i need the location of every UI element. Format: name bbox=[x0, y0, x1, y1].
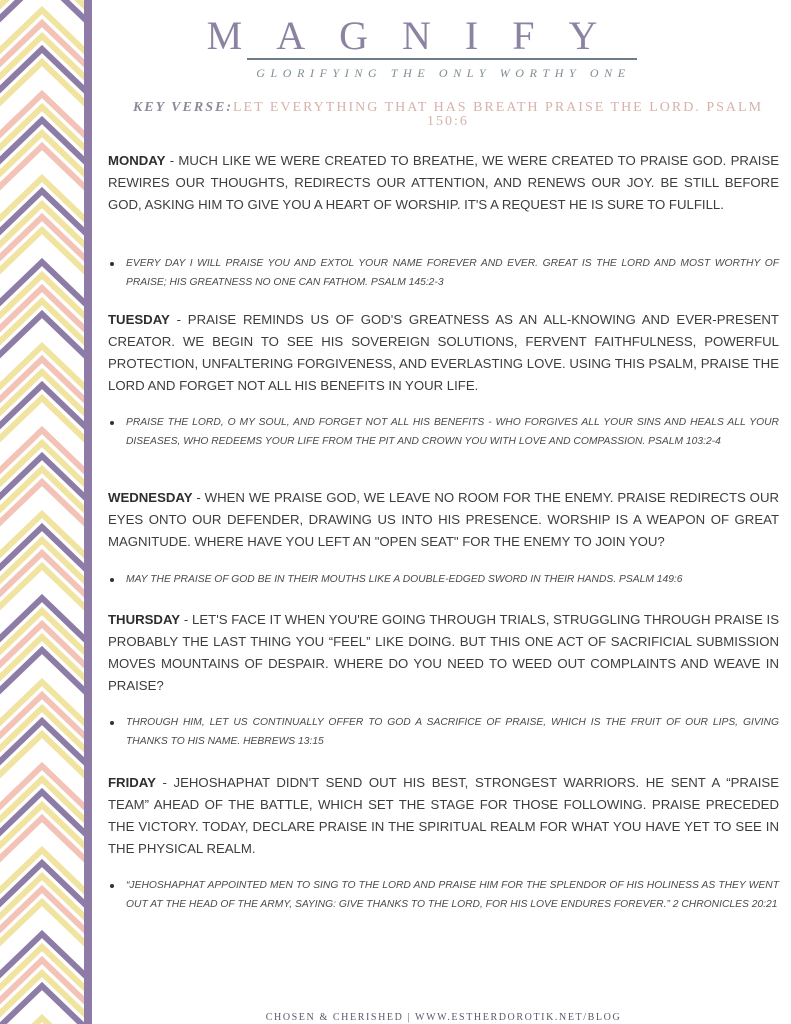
day-entry-friday bbox=[108, 772, 779, 860]
key-verse-label: KEY VERSE: bbox=[132, 100, 233, 115]
day-label: FRIDAY bbox=[108, 775, 156, 790]
title-underline bbox=[247, 58, 637, 60]
page-subtitle: GLORIFYING THE ONLY WORTHY ONE bbox=[256, 66, 631, 80]
bullet-dot bbox=[110, 578, 114, 582]
day-label: THURSDAY bbox=[108, 612, 181, 627]
page-footer: CHOSEN & CHERISHED | WWW.ESTHERDOROTIK.NET/BLOG bbox=[265, 1012, 622, 1023]
scripture-text: “JEHOSHAPHAT APPOINTED MEN TO SING TO THE LORD AND PRAISE HIM FOR THE SPLENDOR OF HIS HOLINESS AS THEY WENT OUT AT THE HEAD OF THE ARMY, SAYING: GIVE THANKS TO THE LORD, FOR HIS LOVE ENDURES FOREVER.” 2 CHRONICLES 20:21 bbox=[126, 880, 779, 910]
day-label: TUESDAY bbox=[108, 312, 170, 327]
chevron-pattern-border bbox=[0, 0, 92, 1024]
day-label: MONDAY bbox=[108, 153, 166, 168]
scripture-bullet bbox=[108, 413, 779, 451]
purple-border-stripe bbox=[84, 0, 92, 1024]
key-verse bbox=[128, 101, 768, 129]
day-text: - MUCH LIKE WE WERE CREATED TO BREATHE, WE WERE CREATED TO PRAISE GOD. PRAISE REWIRES OUR THOUGHTS, REDIRECTS OUR ATTENTION, AND RENEWS OUR JOY. BE STILL BEFORE GOD, ASKING HIM TO GIVE YOU A HEART OF WORSHIP. IT'S A REQUEST HE IS SURE TO FULFILL. bbox=[108, 153, 779, 212]
scripture-text: MAY THE PRAISE OF GOD BE IN THEIR MOUTHS LIKE A DOUBLE-EDGED SWORD IN THEIR HANDS. PSALM 149:6 bbox=[126, 574, 683, 585]
day-label: WEDNESDAY bbox=[108, 490, 193, 505]
scripture-bullet bbox=[108, 876, 779, 914]
day-entry-thursday bbox=[108, 609, 779, 697]
day-text: - LET'S FACE IT WHEN YOU'RE GOING THROUGH TRIALS, STRUGGLING THROUGH PRAISE IS PROBABLY THE LAST THING YOU “FEEL” LIKE DOING. BUT THIS ONE ACT OF SACRIFICIAL SUBMISSION MOVES MOUNTAINS OF DESPAIR. WHERE DO YOU NEED TO WEED OUT COMPLAINTS AND WEAVE IN PRAISE? bbox=[108, 612, 779, 693]
day-text: - WHEN WE PRAISE GOD, WE LEAVE NO ROOM FOR THE ENEMY. PRAISE REDIRECTS OUR EYES ONTO OUR DEFENDER, DRAWING US INTO HIS PRESENCE. WORSHIP IS A WEAPON OF GREAT MAGNITUDE. WHERE HAVE YOU LEFT AN "OPEN SEAT" FOR THE ENEMY TO JOIN YOU? bbox=[108, 490, 779, 549]
day-entry-monday bbox=[108, 150, 779, 216]
scripture-text: PRAISE THE LORD, O MY SOUL, AND FORGET NOT ALL HIS BENEFITS - WHO FORGIVES ALL YOUR SINS AND HEALS ALL YOUR DISEASES, WHO REDEEMS YOUR LIFE FROM THE PIT AND CROWN YOU WITH LOVE AND COMPASSION. PSALM 103:2-4 bbox=[126, 417, 779, 447]
scripture-bullet bbox=[108, 713, 779, 751]
scripture-bullet bbox=[108, 570, 779, 589]
page-title: MAGNIFY bbox=[206, 13, 632, 58]
bullet-dot bbox=[110, 884, 114, 888]
day-entry-tuesday bbox=[108, 309, 779, 397]
day-entry-wednesday bbox=[108, 487, 779, 553]
day-text: - JEHOSHAPHAT DIDN'T SEND OUT HIS BEST, STRONGEST WARRIORS. HE SENT A “PRAISE TEAM” AHEAD OF THE BATTLE, WHICH SET THE STAGE FOR THOSE FOLLOWING. PRAISE PRECEDED THE VICTORY. TODAY, DECLARE PRAISE IN THE SPIRITUAL REALM FOR WHAT YOU HAVE YET TO SEE IN THE PHYSICAL REALM. bbox=[108, 775, 779, 856]
scripture-text: THROUGH HIM, LET US CONTINUALLY OFFER TO GOD A SACRIFICE OF PRAISE, WHICH IS THE FRUIT OF OUR LIPS, GIVING THANKS TO HIS NAME. HEBREWS 13:15 bbox=[126, 717, 779, 747]
scripture-text: EVERY DAY I WILL PRAISE YOU AND EXTOL YOUR NAME FOREVER AND EVER. GREAT IS THE LORD AND MOST WORTHY OF PRAISE; HIS GREATNESS NO ONE CAN FATHOM. PSALM 145:2-3 bbox=[126, 258, 779, 288]
bullet-dot bbox=[110, 721, 114, 725]
day-text: - PRAISE REMINDS US OF GOD'S GREATNESS AS AN ALL-KNOWING AND EVER-PRESENT CREATOR. WE BEGIN TO SEE HIS SOVEREIGN SOLUTIONS, FERVENT FAITHFULNESS, POWERFUL PROTECTION, UNFALTERING FORGIVENESS, AND EVERLASTING LOVE. USING THIS PSALM, PRAISE THE LORD AND FORGET NOT ALL HIS BENEFITS IN YOUR LIFE. bbox=[108, 312, 779, 393]
bullet-dot bbox=[110, 262, 114, 266]
bullet-dot bbox=[110, 421, 114, 425]
scripture-bullet bbox=[108, 254, 779, 292]
key-verse-text: LET EVERYTHING THAT HAS BREATH PRAISE THE LORD. PSALM 150:6 bbox=[232, 100, 764, 129]
